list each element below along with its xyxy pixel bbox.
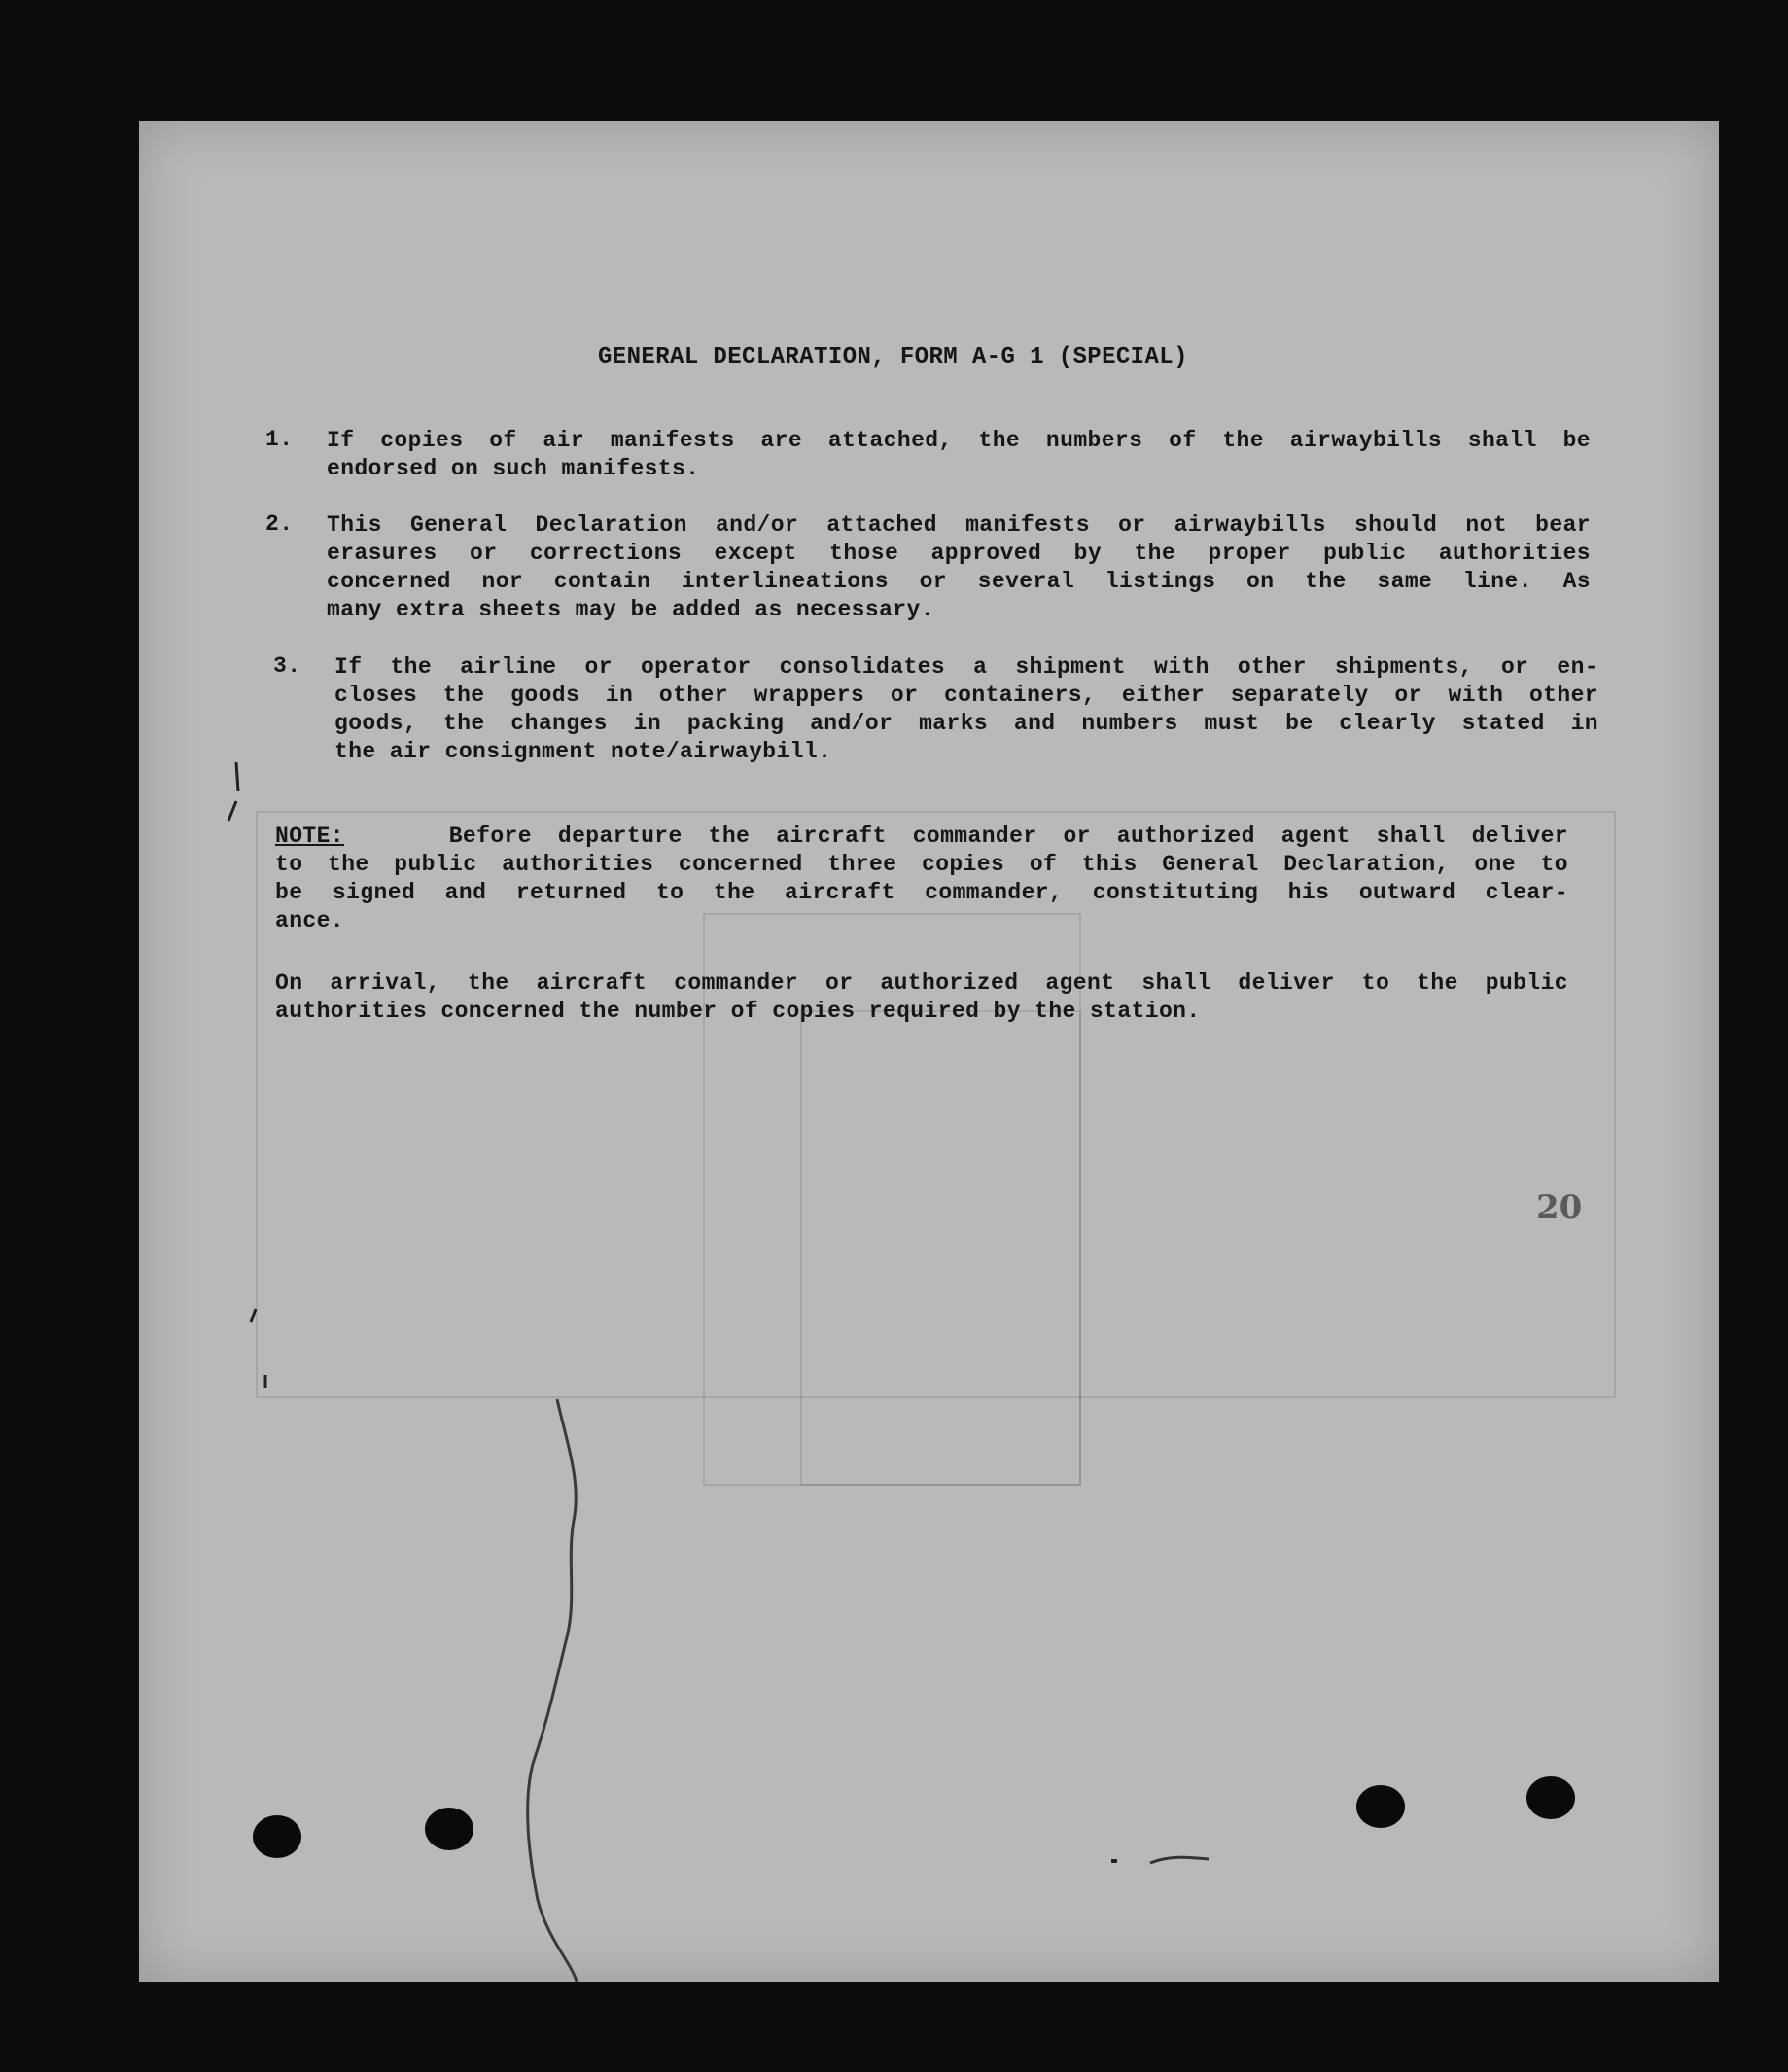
punch-hole [425,1808,473,1850]
item-number: 3. [273,653,301,679]
item-number: 2. [265,511,294,537]
arrival-line: authorities concerned the number of copies required by the station. [275,999,1201,1024]
item-line: endorsed on such manifests. [327,456,700,481]
punch-hole [1526,1776,1575,1819]
item-line: If copies of air manifests are attached, the numbers of the airwaybills shall be [327,428,1591,453]
item-number: 1. [265,427,294,452]
punch-hole [1356,1785,1405,1828]
item-line: concerned nor contain interlineations or several listings on the same line. As [327,569,1591,594]
item-line: This General Declaration and/or attached manifests or airwaybills should not bear [327,512,1591,538]
note-line: ance. [275,908,345,933]
note-label: NOTE: [275,824,345,849]
item-line: erasures or corrections except those approved by the proper public authorities [327,541,1591,566]
item-line: the air consignment note/airwaybill. [334,739,832,764]
punch-hole [253,1815,301,1858]
item-line: If the airline or operator consolidates a shipment with other shipments, or en- [334,654,1598,680]
note-line: to the public authorities concerned three copies of this General Declaration, one to [275,852,1568,877]
paper-tear-mark [139,121,1719,1982]
page-number: 20 [1536,1188,1583,1227]
note-first-line-text: Before departure the aircraft commander or authorized agent shall deliver [448,824,1569,849]
arrival-line: On arrival, the aircraft commander or authorized agent shall deliver to the public [275,970,1568,996]
note-line: be signed and returned to the aircraft commander, constituting his outward clear- [275,880,1568,905]
item-line: closes the goods in other wrappers or containers, either separately or with other [334,683,1598,708]
form-title: GENERAL DECLARATION, FORM A-G 1 (SPECIAL) [598,344,1188,370]
item-line: many extra sheets may be added as necessary. [327,597,934,622]
item-line: goods, the changes in packing and/or marks and numbers must be clearly stated in [334,711,1598,736]
paper-sheet [139,121,1719,1982]
